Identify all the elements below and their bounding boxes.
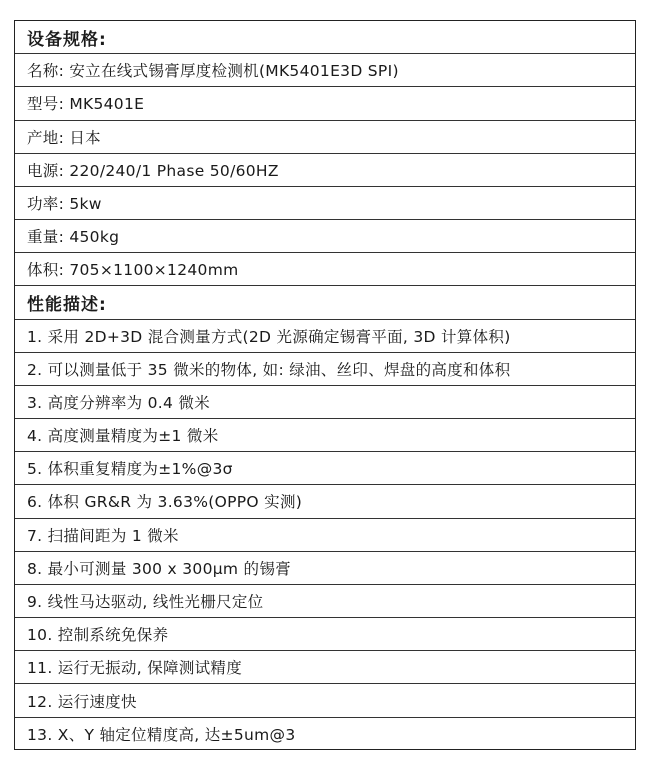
- feature-item: 1. 采用 2D+3D 混合测量方式(2D 光源确定锡膏平面, 3D 计算体积): [15, 320, 635, 353]
- feature-item: 7. 扫描间距为 1 微米: [15, 519, 635, 552]
- spec-model: 型号: MK5401E: [15, 87, 635, 120]
- spec-name: 名称: 安立在线式锡膏厚度检测机(MK5401E3D SPI): [15, 54, 635, 87]
- specs-heading: 设备规格:: [15, 21, 635, 54]
- features-heading: 性能描述:: [15, 286, 635, 319]
- feature-item: 12. 运行速度快: [15, 684, 635, 717]
- feature-item: 6. 体积 GR&R 为 3.63%(OPPO 实测): [15, 485, 635, 518]
- feature-item: 5. 体积重复精度为±1%@3σ: [15, 452, 635, 485]
- feature-item: 9. 线性马达驱动, 线性光栅尺定位: [15, 585, 635, 618]
- feature-item: 11. 运行无振动, 保障测试精度: [15, 651, 635, 684]
- spec-sheet-table: [14, 20, 636, 750]
- spec-origin: 产地: 日本: [15, 121, 635, 154]
- spec-power-supply: 电源: 220/240/1 Phase 50/60HZ: [15, 154, 635, 187]
- spec-weight: 重量: 450kg: [15, 220, 635, 253]
- feature-item: 8. 最小可测量 300 x 300μm 的锡膏: [15, 552, 635, 585]
- feature-item: 10. 控制系统免保养: [15, 618, 635, 651]
- feature-item: 2. 可以测量低于 35 微米的物体, 如: 绿油、丝印、焊盘的高度和体积: [15, 353, 635, 386]
- feature-item: 13. X、Y 轴定位精度高, 达±5um@3: [27, 726, 296, 745]
- feature-item: 4. 高度测量精度为±1 微米: [15, 419, 635, 452]
- feature-item: 3. 高度分辨率为 0.4 微米: [15, 386, 635, 419]
- spec-volume: 体积: 705×1100×1240mm: [15, 253, 635, 286]
- spec-power: 功率: 5kw: [15, 187, 635, 220]
